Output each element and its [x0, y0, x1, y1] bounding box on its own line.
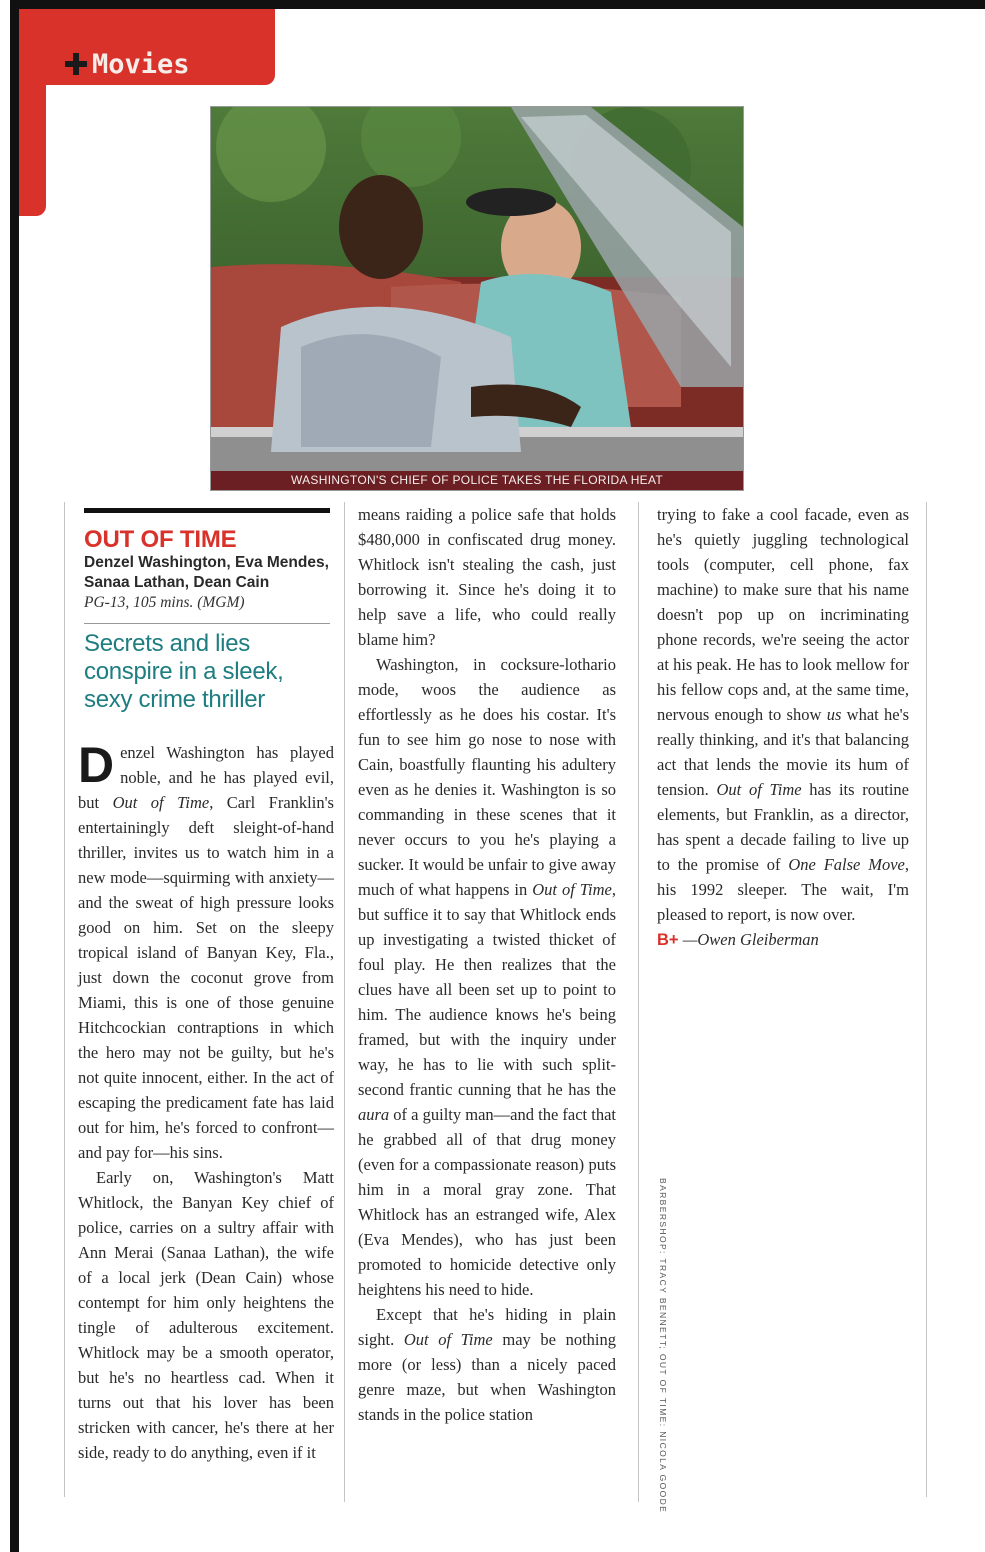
letter-grade: B+	[657, 931, 679, 949]
paragraph	[78, 737, 334, 1165]
plus-icon	[64, 52, 88, 76]
column-1	[78, 502, 334, 1465]
review-body-part-3	[657, 502, 909, 953]
film-title-italic: Out of Time	[716, 780, 802, 799]
paragraph: Early on, Washington's Matt Whitlock, the Banyan Key chief of police, carries on a sultry affair with Ann Merai (Sanaa Lathan), the wife of a local jerk (Dean Cain) whose contempt for him only heightens the tingle of adulterous excitement. Whitlock may be a smooth operator, but he's no heartless cad. When it turns out that his lover has been stricken with cancer, he's there at her side, ready to do anything, even if it	[78, 1168, 334, 1462]
text-run: may be nothing more (or less) than a nicely paced genre maze, but when Washington stands in the police station	[358, 1330, 616, 1424]
review-body-part-1	[78, 737, 334, 1465]
emphasis-italic: aura	[358, 1105, 390, 1124]
cast-credits: Denzel Washington, Eva Mendes, Sanaa Lathan, Dean Cain	[84, 554, 329, 591]
paragraph	[358, 1302, 616, 1427]
text-run: enzel Washington has played noble, and he has played evil, but	[78, 743, 334, 812]
paragraph	[358, 652, 616, 1302]
column-divider-1	[344, 502, 345, 1502]
divider-rule	[84, 623, 330, 624]
grade-line	[657, 927, 909, 953]
paragraph-continued	[657, 502, 909, 927]
film-title-italic: Out of Time	[532, 880, 612, 899]
dropcap: D	[78, 737, 115, 793]
section-title: Movies	[92, 48, 190, 80]
text-run: what he's really thinking, and it's that balancing act that lends the movie its hum of tension.	[657, 705, 909, 799]
header-rule	[84, 508, 330, 513]
column-divider-2	[638, 502, 639, 1502]
text-run: , Carl Franklin's entertainingly deft sleight-of-hand thriller, invites us to watch him in a new mode—squirming with anxiety—and the sweat of high pressure looks good on him. Set on the sleepy tropical island of Banyan Key, Fla., just down the coconut grove from Miami, this is one of those genuine Hitchcockian contraptions in which the hero may not be guilty, but he's not quite innocent, either. In the act of escaping the predicament fate has laid out for him, he's forced to confront—and pay for—his sins.	[78, 793, 334, 1162]
text-run: , his 1992 sleeper. The wait, I'm pleased to report, is now over.	[657, 855, 909, 924]
review-headline: Secrets and lies conspire in a sleek, sexy crime thriller	[84, 630, 284, 713]
text-run: has its routine elements, but Franklin, as a director, has spent a decade failing to live up to the promise of	[657, 780, 909, 874]
film-title-italic: One False Move	[788, 855, 905, 874]
film-title-italic: Out of Time	[403, 1330, 493, 1349]
text-run: , but suffice it to say that Whitlock ends up investigating a twisted thicket of foul play. He then realizes that the clues have all been set up to point to him. The audience knows he's being framed, but with the inquiry under way, he has to lie with such split-second frantic cunning that he has the	[358, 880, 616, 1099]
review-title: OUT OF TIME	[84, 526, 237, 553]
text-run: of a guilty man—and the fact that he grabbed all of that drug money (even for a compassionate reason) puts him in a moral gray zone. That Whitlock has an estranged wife, Alex (Eva Mendes), who has just been promoted to homicide detective only heightens his need to hide.	[358, 1105, 616, 1299]
column-2	[358, 502, 616, 1427]
film-title-italic: Out of Time	[112, 793, 210, 812]
left-border-rule	[10, 0, 19, 1552]
photo-credit: BARBERSHOP: TRACY BENNETT; OUT OF TIME: NICOLA GOODE	[658, 1178, 668, 1514]
column-3	[657, 502, 909, 953]
text-run: trying to fake a cool facade, even as he's quietly juggling technological tools (computer, cell phone, fax machine) to make sure that his name doesn't pop up on incriminating phone records, we're seeing the actor at his peak. He has to look mellow for his fellow cops and, at the same time, nervous enough to show	[657, 505, 909, 724]
top-border-rule	[10, 0, 985, 9]
byline: —Owen Gleiberman	[682, 930, 819, 949]
paragraph-continued: means raiding a police safe that holds $480,000 in confiscated drug money. Whitlock isn't stealing the cash, just borrowing it. Since he's doing it to help save a life, who could really blame him?	[358, 505, 616, 649]
rating-info: PG-13, 105 mins. (MGM)	[84, 594, 245, 611]
review-body-part-2	[358, 502, 616, 1427]
section-label	[64, 46, 190, 82]
photo-caption: WASHINGTON'S CHIEF OF POLICE TAKES THE FLORIDA HEAT	[211, 471, 743, 490]
text-run: Washington, in cocksure-lothario mode, woos the audience as effortlessly as he does his costar. It's fun to see him go nose to nose with Cain, boastfully flaunting his adultery even as he denies it. Washington is so commanding in these scenes that it never occurs to you he's playing a sucker. It would be unfair to give away much of what happens in	[358, 655, 616, 899]
movie-still-photo	[210, 106, 744, 491]
emphasis-italic: us	[826, 705, 842, 724]
text-run: Except that he's hiding in plain sight.	[358, 1305, 616, 1349]
section-tab-drop	[19, 85, 46, 216]
photo-illustration	[211, 107, 743, 490]
